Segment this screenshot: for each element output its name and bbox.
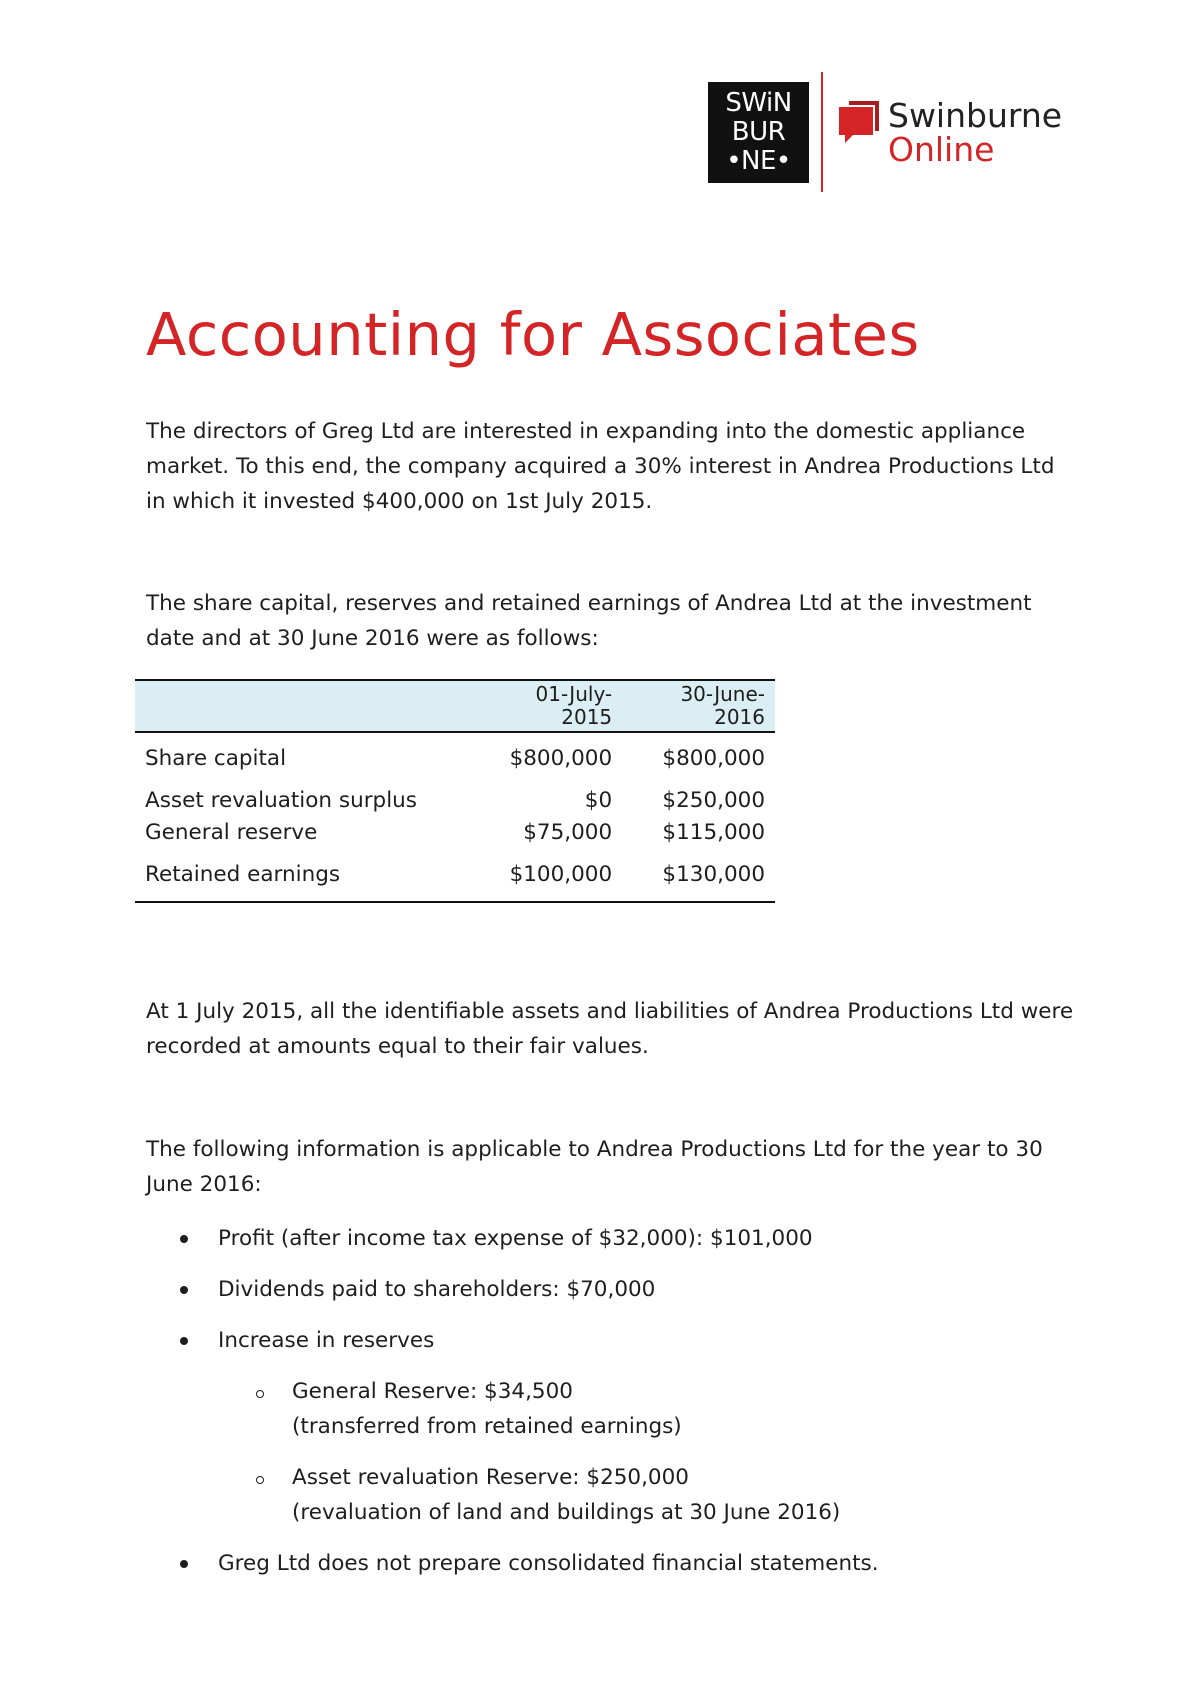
list-item (146, 1221, 1076, 1256)
value-2016: $250,000 (662, 788, 765, 813)
bullet-text: Dividends paid to shareholders: $70,000 (218, 1277, 656, 1302)
sub-bullet-note: (transferred from retained earnings) (292, 1414, 682, 1439)
swinburne-online-logo (708, 72, 1068, 197)
value-2016: $800,000 (662, 746, 765, 771)
table-body (135, 732, 775, 902)
logo-text-online: Online (888, 130, 995, 169)
bullet-dot-icon (180, 1286, 188, 1294)
bullet-circle-icon (256, 1390, 264, 1398)
column-header-label (135, 680, 481, 732)
row-label: Retained earnings (135, 849, 481, 902)
speech-bubble-icon (835, 99, 881, 145)
table-header-row (135, 680, 775, 732)
equity-table (135, 679, 775, 903)
list-item (146, 1323, 1076, 1530)
table-intro-paragraph: The share capital, reserves and retained earnings of Andrea Ltd at the investment date and at 30 June 2016 were as follows: (146, 591, 1032, 651)
logo-box-line: •NE• (726, 146, 791, 176)
bullet-text: Profit (after income tax expense of $32,000): $101,000 (218, 1226, 813, 1251)
sub-list-item (218, 1374, 1076, 1444)
bullet-dot-icon (180, 1560, 188, 1568)
info-bullet-list (146, 1221, 1076, 1597)
table-row (135, 817, 775, 849)
swinburne-logo-box (708, 82, 809, 183)
table-row (135, 849, 775, 902)
logo-wordmark (888, 96, 1063, 169)
logo-box-line: BUR (731, 117, 786, 147)
fair-value-paragraph: At 1 July 2015, all the identifiable assets and liabilities of Andrea Productions Ltd were recorded at amounts equal to their fair values. (146, 999, 1074, 1059)
bullet-circle-icon (256, 1476, 264, 1484)
table-row (135, 785, 775, 817)
row-label: Asset revaluation surplus (145, 788, 418, 813)
page-title: Accounting for Associates (146, 300, 920, 369)
column-header-2015: 01-July-2015 (481, 680, 623, 732)
value-2016: $130,000 (622, 849, 775, 902)
logo-text-swinburne: Swinburne (888, 96, 1063, 135)
list-item (146, 1546, 1076, 1581)
value-2015: $75,000 (523, 820, 613, 845)
sub-bullet-text: Asset revaluation Reserve: $250,000 (292, 1465, 689, 1490)
table-row (135, 732, 775, 785)
sub-bullet-text: General Reserve: $34,500 (292, 1379, 573, 1404)
value-2016: $115,000 (662, 820, 765, 845)
info-intro-paragraph: The following information is applicable to Andrea Productions Ltd for the year to 30 June 2016: (146, 1137, 1043, 1197)
logo-divider (821, 72, 823, 192)
reserves-sub-list (218, 1374, 1076, 1530)
bullet-dot-icon (180, 1235, 188, 1243)
row-label: Share capital (145, 746, 287, 771)
list-item (146, 1272, 1076, 1307)
table-header (135, 680, 775, 732)
sub-bullet-note: (revaluation of land and buildings at 30 June 2016) (292, 1500, 841, 1525)
bullet-dot-icon (180, 1337, 188, 1345)
value-2015: $100,000 (481, 849, 623, 902)
bullet-text: Greg Ltd does not prepare consolidated financial statements. (218, 1551, 879, 1576)
column-header-2016: 30-June-2016 (622, 680, 775, 732)
sub-list-item (218, 1460, 1076, 1530)
bullet-text: Increase in reserves (218, 1328, 435, 1353)
logo-box-line: SWiN (725, 88, 792, 118)
value-2015: $800,000 (509, 746, 613, 771)
value-2015: $0 (584, 788, 613, 813)
intro-paragraph: The directors of Greg Ltd are interested in expanding into the domestic appliance market. To this end, the company acquired a 30% interest in Andrea Productions Ltd in which it invested $400,000 on 1st July 2015. (146, 419, 1055, 514)
row-label: General reserve (145, 820, 318, 845)
